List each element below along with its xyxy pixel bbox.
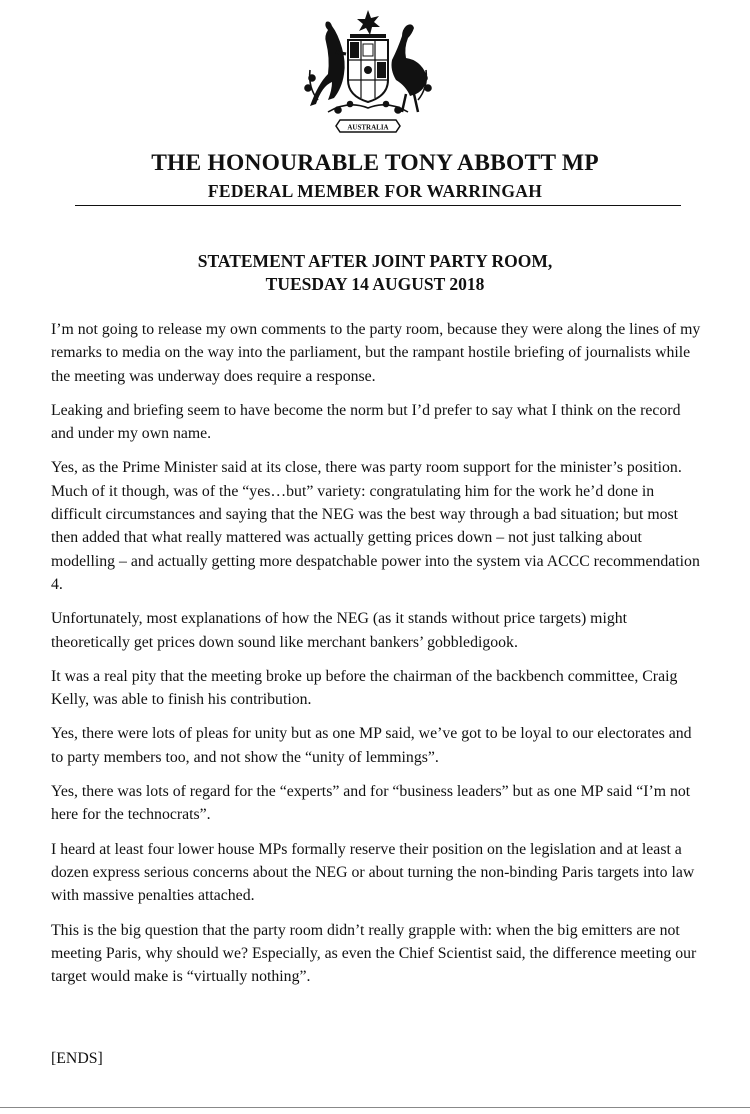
paragraph: I’m not going to release my own comments to the party room, because they were along the lines of my remarks to media on the way into the parliament, but the rampant hostile briefing of journalists while the meeting was underway does require a response. — [51, 321, 701, 385]
statement-title-line-1: STATEMENT AFTER JOINT PARTY ROOM, — [197, 251, 553, 271]
member-name: THE HONOURABLE TONY ABBOTT MP — [151, 150, 599, 176]
ends-marker: [ENDS] — [51, 1050, 103, 1067]
paragraph: Yes, as the Prime Minister said at its close, there was party room support for the minister’s position. Much of it though, was of the “yes…but” variety: congratulating him for the work he’d done in difficult circumstances and saying that the NEG was the best way through a bad situation; but most then added that what really mattered was actually getting prices down – not just talking about modelling – and actually getting more despatchable power into the system via ACCC recommendation 4. — [51, 459, 700, 593]
letterhead-divider — [75, 205, 681, 206]
shield-icon — [348, 40, 388, 102]
paragraph: Yes, there were lots of pleas for unity but as one MP said, we’ve got to be loyal to our electorates and to party members too, and not show the “unity of lemmings”. — [51, 725, 692, 766]
statement-title-line-2: TUESDAY 14 AUGUST 2018 — [265, 274, 485, 294]
statement-title — [0, 250, 750, 296]
statement-body — [51, 318, 703, 999]
page-bottom-edge — [0, 1107, 750, 1108]
emu-icon — [392, 24, 427, 112]
member-seat: FEDERAL MEMBER FOR WARRINGAH — [207, 181, 543, 201]
kangaroo-icon — [310, 22, 346, 107]
paragraph: I heard at least four lower house MPs formally reserve their position on the legislation and at least a dozen express serious concerns about the NEG or about turning the non-binding Paris targets into law with massive penalties attached. — [51, 840, 695, 905]
coat-of-arms-icon — [288, 8, 448, 138]
paragraph: Leaking and briefing seem to have become the norm but I’d prefer to say what I think on the record and under my own name. — [51, 401, 681, 443]
paragraph: Unfortunately, most explanations of how the NEG (as it stands without price targets) might theoretically get prices down sound like merchant bankers’ gobbledigook. — [51, 610, 628, 651]
crest-banner-text: AUSTRALIA — [347, 123, 389, 132]
paragraph: It was a real pity that the meeting broke up before the chairman of the backbench committee, Craig Kelly, was able to finish his contribution. — [51, 667, 678, 709]
paragraph: Yes, there was lots of regard for the “experts” and for “business leaders” but as one MP said “I’m not here for the technocrats”. — [51, 783, 691, 824]
paragraph: This is the big question that the party room didn’t really grapple with: when the big emitters are not meeting Paris, why should we? Especially, as even the Chief Scientist said, the difference meeting our target would make is “virtually nothing”. — [51, 921, 697, 986]
commonwealth-star-icon — [357, 10, 380, 35]
australia-banner-icon — [336, 120, 400, 132]
